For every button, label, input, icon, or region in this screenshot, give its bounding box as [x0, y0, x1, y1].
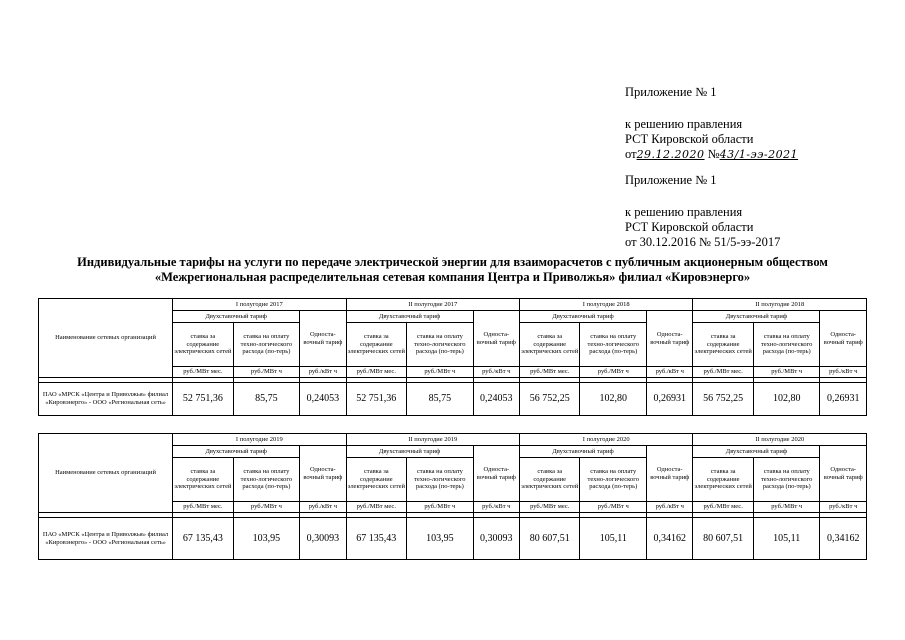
tariff-table-2017-2018: [38, 298, 867, 416]
value-cell: 102,80: [580, 383, 647, 416]
unit-cell: руб./МВт ч: [580, 502, 647, 513]
table-row: [39, 518, 867, 560]
unit-cell: руб./МВт мес.: [693, 502, 754, 513]
rate-maintenance-header: ставка за содержание электрических сетей: [346, 323, 407, 367]
unit-cell: руб./МВт ч: [580, 367, 647, 378]
unit-cell: руб./кВт ч: [647, 502, 693, 513]
unit-cell: руб./МВт мес.: [693, 367, 754, 378]
period-header: I полугодие 2018: [519, 299, 692, 311]
value-cell: 80 607,51: [693, 518, 754, 560]
annex-previous-line3: от 30.12.2016 № 51/5-ээ-2017: [625, 235, 781, 249]
value-cell: 0,24053: [473, 383, 519, 416]
unit-cell: руб./МВт мес.: [519, 367, 580, 378]
unit-cell: руб./кВт ч: [820, 502, 867, 513]
value-cell: 67 135,43: [346, 518, 407, 560]
annex-current-line1: к решению правления: [625, 117, 743, 131]
two-part-header: Двухставочный тариф: [693, 311, 820, 323]
annex-current: [625, 85, 798, 162]
value-cell: 0,34162: [647, 518, 693, 560]
rate-losses-header: ставка на оплату техно-логического расхода (по-терь): [407, 323, 474, 367]
value-cell: 105,11: [580, 518, 647, 560]
unit-cell: руб./МВт мес.: [173, 502, 234, 513]
value-cell: 85,75: [233, 383, 300, 416]
unit-cell: руб./кВт ч: [647, 367, 693, 378]
unit-cell: руб./МВт ч: [753, 367, 820, 378]
rate-losses-header: ставка на оплату техно-логического расхода (по-терь): [580, 458, 647, 502]
single-rate-header: Односта-вочный тариф: [473, 446, 519, 502]
annex-previous-heading: Приложение № 1: [625, 173, 717, 187]
value-cell: 56 752,25: [693, 383, 754, 416]
single-rate-header: Односта-вочный тариф: [473, 311, 519, 367]
rate-losses-header: ставка на оплату техно-логического расхода (по-терь): [233, 458, 300, 502]
document-title: [0, 255, 905, 285]
value-cell: 0,34162: [820, 518, 867, 560]
two-part-header: Двухставочный тариф: [346, 446, 473, 458]
period-header: I полугодие 2017: [173, 299, 346, 311]
period-header: II полугодие 2020: [693, 434, 867, 446]
value-cell: 0,26931: [820, 383, 867, 416]
handwritten-number: 43/1-ээ-2021: [719, 148, 799, 161]
single-rate-header: Односта-вочный тариф: [820, 311, 867, 367]
unit-cell: руб./МВт мес.: [173, 367, 234, 378]
unit-cell: руб./кВт ч: [473, 502, 519, 513]
period-header: I полугодие 2019: [173, 434, 346, 446]
value-cell: 103,95: [233, 518, 300, 560]
single-rate-header: Односта-вочный тариф: [300, 446, 346, 502]
rate-losses-header: ставка на оплату техно-логического расхода (по-терь): [753, 323, 820, 367]
rate-losses-header: ставка на оплату техно-логического расхода (по-терь): [233, 323, 300, 367]
value-cell: 0,30093: [473, 518, 519, 560]
rate-maintenance-header: ставка за содержание электрических сетей: [693, 323, 754, 367]
period-header: II полугодие 2019: [346, 434, 519, 446]
table-row: [39, 434, 867, 446]
org-name: ПАО «МРСК «Центра и Приволжья» филиал «Кировэнерго» - ООО «Региональная сеть»: [39, 518, 173, 560]
two-part-header: Двухставочный тариф: [173, 446, 300, 458]
single-rate-header: Односта-вочный тариф: [820, 446, 867, 502]
value-cell: 67 135,43: [173, 518, 234, 560]
rate-maintenance-header: ставка за содержание электрических сетей: [173, 458, 234, 502]
value-cell: 103,95: [407, 518, 474, 560]
document-title-line2: «Межрегиональная распределительная сетевая компания Центра и Приволжья» филиал «Кировэнерго»: [154, 270, 751, 284]
date-prefix: от: [625, 147, 637, 161]
table-row: [39, 383, 867, 416]
value-cell: 85,75: [407, 383, 474, 416]
two-part-header: Двухставочный тариф: [519, 311, 646, 323]
period-header: II полугодие 2018: [693, 299, 867, 311]
unit-cell: руб./МВт ч: [407, 502, 474, 513]
value-cell: 0,24053: [300, 383, 346, 416]
annex-previous: [625, 173, 780, 250]
two-part-header: Двухставочный тариф: [519, 446, 646, 458]
single-rate-header: Односта-вочный тариф: [300, 311, 346, 367]
value-cell: 0,30093: [300, 518, 346, 560]
value-cell: 80 607,51: [519, 518, 580, 560]
unit-cell: руб./кВт ч: [300, 502, 346, 513]
period-header: II полугодие 2017: [346, 299, 519, 311]
number-prefix: №: [707, 147, 720, 161]
value-cell: 0,26931: [647, 383, 693, 416]
org-name: ПАО «МРСК «Центра и Приволжья» филиал «Кировэнерго» - ООО «Региональная сеть»: [39, 383, 173, 416]
value-cell: 56 752,25: [519, 383, 580, 416]
annex-current-heading: Приложение № 1: [625, 85, 717, 99]
unit-cell: руб./кВт ч: [820, 367, 867, 378]
rate-maintenance-header: ставка за содержание электрических сетей: [173, 323, 234, 367]
value-cell: 52 751,36: [173, 383, 234, 416]
unit-cell: руб./МВт ч: [233, 367, 300, 378]
rate-losses-header: ставка на оплату техно-логического расхода (по-терь): [753, 458, 820, 502]
org-column-header: Наименование сетевых организаций: [39, 434, 173, 513]
unit-cell: руб./кВт ч: [473, 367, 519, 378]
tariff-table-2019-2020: [38, 433, 867, 560]
table-row: [39, 299, 867, 311]
annex-previous-line2: РСТ Кировской области: [625, 220, 754, 234]
unit-cell: руб./МВт ч: [407, 367, 474, 378]
unit-cell: руб./МВт мес.: [519, 502, 580, 513]
document-title-line1: Индивидуальные тарифы на услуги по передаче электрической энергии для взаиморасчетов с публичным акционерным обществом: [77, 255, 828, 269]
unit-cell: руб./МВт ч: [753, 502, 820, 513]
period-header: I полугодие 2020: [519, 434, 692, 446]
unit-cell: руб./МВт ч: [233, 502, 300, 513]
annex-current-line2: РСТ Кировской области: [625, 132, 754, 146]
single-rate-header: Односта-вочный тариф: [647, 446, 693, 502]
rate-maintenance-header: ставка за содержание электрических сетей: [519, 323, 580, 367]
annex-previous-line1: к решению правления: [625, 205, 743, 219]
unit-cell: руб./МВт мес.: [346, 367, 407, 378]
single-rate-header: Односта-вочный тариф: [647, 311, 693, 367]
two-part-header: Двухставочный тариф: [173, 311, 300, 323]
two-part-header: Двухставочный тариф: [693, 446, 820, 458]
rate-losses-header: ставка на оплату техно-логического расхода (по-терь): [407, 458, 474, 502]
handwritten-date: 29.12.2020: [636, 148, 705, 161]
unit-cell: руб./МВт мес.: [346, 502, 407, 513]
unit-cell: руб./кВт ч: [300, 367, 346, 378]
annex-current-date-line: [625, 147, 798, 162]
value-cell: 105,11: [753, 518, 820, 560]
value-cell: 52 751,36: [346, 383, 407, 416]
rate-losses-header: ставка на оплату техно-логического расхода (по-терь): [580, 323, 647, 367]
two-part-header: Двухставочный тариф: [346, 311, 473, 323]
org-column-header: Наименование сетевых организаций: [39, 299, 173, 378]
value-cell: 102,80: [753, 383, 820, 416]
rate-maintenance-header: ставка за содержание электрических сетей: [693, 458, 754, 502]
rate-maintenance-header: ставка за содержание электрических сетей: [519, 458, 580, 502]
rate-maintenance-header: ставка за содержание электрических сетей: [346, 458, 407, 502]
